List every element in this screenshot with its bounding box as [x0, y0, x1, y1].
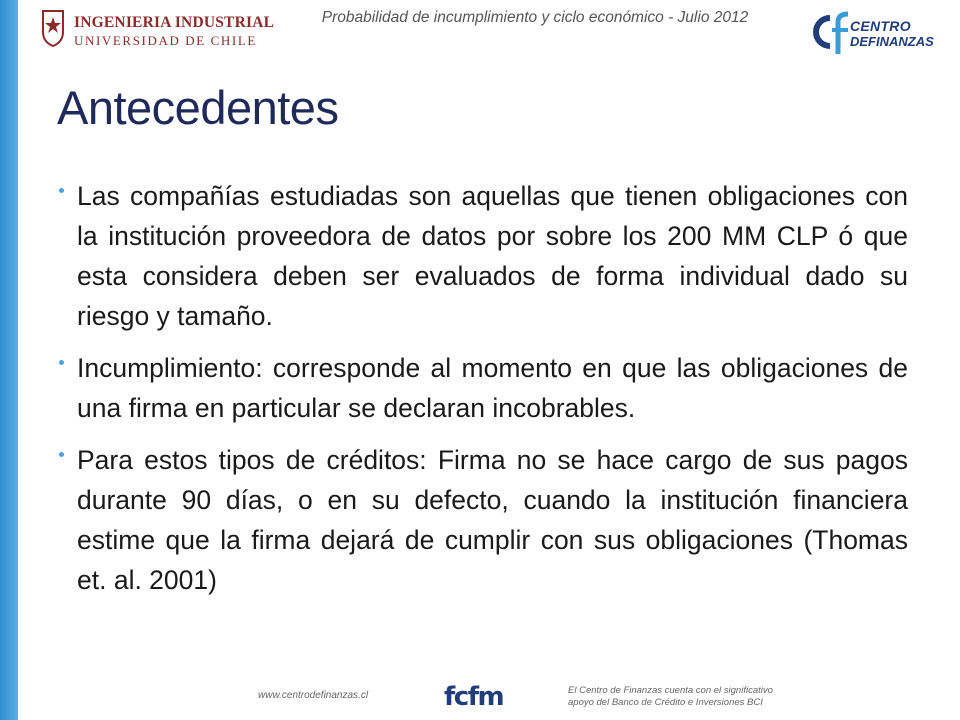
bullet-marker: [59, 452, 64, 457]
cf-monogram-icon: [808, 10, 852, 56]
list-item: [57, 348, 908, 428]
bullet-text: Para estos tipos de créditos: Firma no se hace cargo de sus pagos durante 90 días, o en su defecto, cuando la institución financiera estime que la firma dejará de cumplir con sus obligaciones (Thomas et. al. 2001): [77, 445, 908, 595]
bullet-list: [57, 176, 908, 612]
centro-finanzas-line2: DEFINANZAS: [850, 34, 934, 49]
fcfm-logo-text: fcfm: [444, 682, 504, 712]
list-item: [57, 176, 908, 336]
centro-finanzas-logo: [808, 10, 934, 56]
university-logo: [40, 6, 275, 52]
university-name-line2: UNIVERSIDAD DE CHILE: [74, 33, 257, 48]
bullet-marker: [59, 188, 64, 193]
footer-website: www.centrodefinanzas.cl: [258, 690, 369, 701]
presentation-header: Probabilidad de incumplimiento y ciclo económico - Julio 2012: [321, 9, 749, 26]
footer-note-line1: El Centro de Finanzas cuenta con el significativo: [568, 685, 773, 696]
footer-sponsor-note: [568, 685, 818, 709]
footer-note-line2: apoyo del Banco de Crédito e Inversiones BCI: [568, 697, 763, 708]
bullet-marker: [59, 360, 64, 365]
university-name-line1: INGENIERIA INDUSTRIAL: [74, 14, 275, 31]
bullet-text: Incumplimiento: corresponde al momento en que las obligaciones de una firma en particular se declaran incobrables.: [77, 353, 908, 423]
university-crest-icon: [40, 8, 66, 48]
centro-finanzas-line1: CENTRO: [850, 18, 911, 34]
list-item: [57, 440, 908, 600]
slide-title: Antecedentes: [57, 81, 339, 134]
left-accent-bar: [0, 0, 18, 720]
bullet-text: Las compañías estudiadas son aquellas que tienen obligaciones con la institución proveedora de datos por sobre los 200 MM CLP ó que esta considera deben ser evaluados de forma individual dado su riesgo y tamaño.: [77, 181, 908, 331]
fcfm-logo: [440, 680, 504, 716]
